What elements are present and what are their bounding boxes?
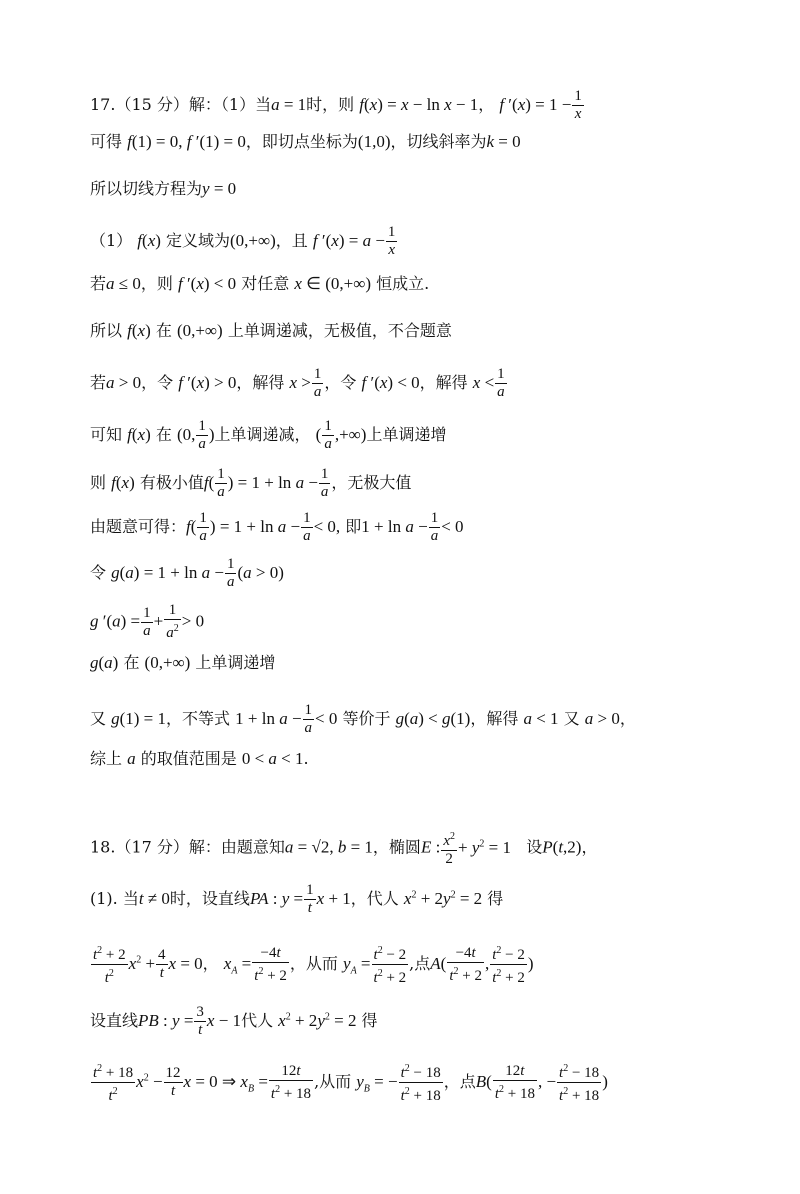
- p17-line-14: 又 g(1) = 1，不等式 1 + ln a − $\frac{1}{a}$ < 0 等价于 g(a) < g(1)，解得 a < 1 又 a > 0，: [90, 702, 636, 736]
- p17-line-9: 则 f(x) 有极小值f( $\frac{1}{a}$ ) = 1 + ln a − $\frac{1}{a}$ ，无极大值: [90, 466, 412, 500]
- p18-line-1: 18.（17 分）解：由题意知a = √2, b = 1，椭圆E : $\frac{x^2}{2}$ + $y^2 = 1$ 设P(t,2)，: [90, 828, 597, 868]
- p17-line-11: 令 g(a) = 1 + ln a − $\frac{1}{a}$ (a > 0): [90, 556, 284, 590]
- p17-line-8: 可知 f(x) 在 (0, $\frac{1}{a}$ )上单调递减， ( $\frac{1}{a}$ ,+∞)上单调递增: [90, 418, 447, 452]
- p17-line-10: 由题意可得：f( $\frac{1}{a}$ ) = 1 + ln a − $\frac{1}{a}$ < 0, 即1 + ln a − $\frac{1}{a}$ < 0: [90, 510, 464, 544]
- p17-line-13: g(a) 在 (0,+∞) 上单调递增: [90, 653, 276, 672]
- p17-line-15: 综上 a 的取值范围是 0 < a < 1.: [90, 749, 309, 768]
- p18-line-2: (1). 当t ≠ 0时，设直线PA : y = $\frac{1}{t}$ x + 1，代人 $x^2 + 2y^2 = 2$ 得: [90, 882, 504, 916]
- p18-line-5: $\frac{t^2 + 18}{t^2}$ $x^2$ − $\frac{12}{t}$ x = 0 ⇒ $x_B$ = $\frac{12t}{t^2 + 18}$ ,从而 $y_B$ = − $\frac{t^2 - 18}{t^2 + 18}$ ，点B( $\frac{12t}{t^2 + 18}$ , − $\frac{t^2 - 18}{t^2 + 18}$ ): [90, 1060, 608, 1105]
- p17-line-7: 若a > 0，令 f ′(x) > 0，解得 x > $\frac{1}{a}$ ，令 f ′(x) < 0，解得 x < $\frac{1}{a}$: [90, 366, 505, 400]
- p17-line-1: 17.（15 分）解：（1）当a = 1时，则 f(x) = x − ln x − 1， f ′(x) = 1 − $\frac{1}{x}$: [90, 88, 582, 122]
- p18-line-3: $\frac{t^2 + 2}{t^2}$ $x^2$ + $\frac{4}{t}$ x = 0， $x_A$ = $\frac{-4t}{t^2 + 2}$ ，从而 $y_A$ = $\frac{t^2 - 2}{t^2 + 2}$ ,点A( $\frac{-4t}{t^2 + 2}$ , $\frac{t^2 - 2}{t^2 + 2}$ ): [90, 942, 534, 987]
- p17-line-3: 所以切线方程为y = 0: [90, 179, 237, 198]
- p17-line-12: g ′(a) = $\frac{1}{a}$ + $\frac{1}{a^2}$ > 0: [90, 602, 205, 641]
- p18-heading: 18.（17 分）解：由题意知: [90, 837, 285, 857]
- p17-line-2: 可得 f(1) = 0, f ′(1) = 0，即切点坐标为(1,0)，切线斜率为k = 0: [90, 132, 521, 151]
- p17-line-6: 所以 f(x) 在 (0,+∞) 上单调递减，无极值，不合题意: [90, 321, 452, 340]
- p17-line-5: 若a ≤ 0，则 f ′(x) < 0 对任意 x ∈ (0,+∞) 恒成立.: [90, 274, 430, 293]
- p17-heading: 17.（15 分）解：（1）当: [90, 95, 272, 114]
- p18-line-4: 设直线PB : y = $\frac{3}{t}$ x − 1代人 $x^2 + 2y^2 = 2$ 得: [90, 1004, 378, 1038]
- p17-line-4: （1） f(x) 定义域为(0,+∞)，且 f ′(x) = a − $\frac{1}{x}$: [90, 224, 396, 258]
